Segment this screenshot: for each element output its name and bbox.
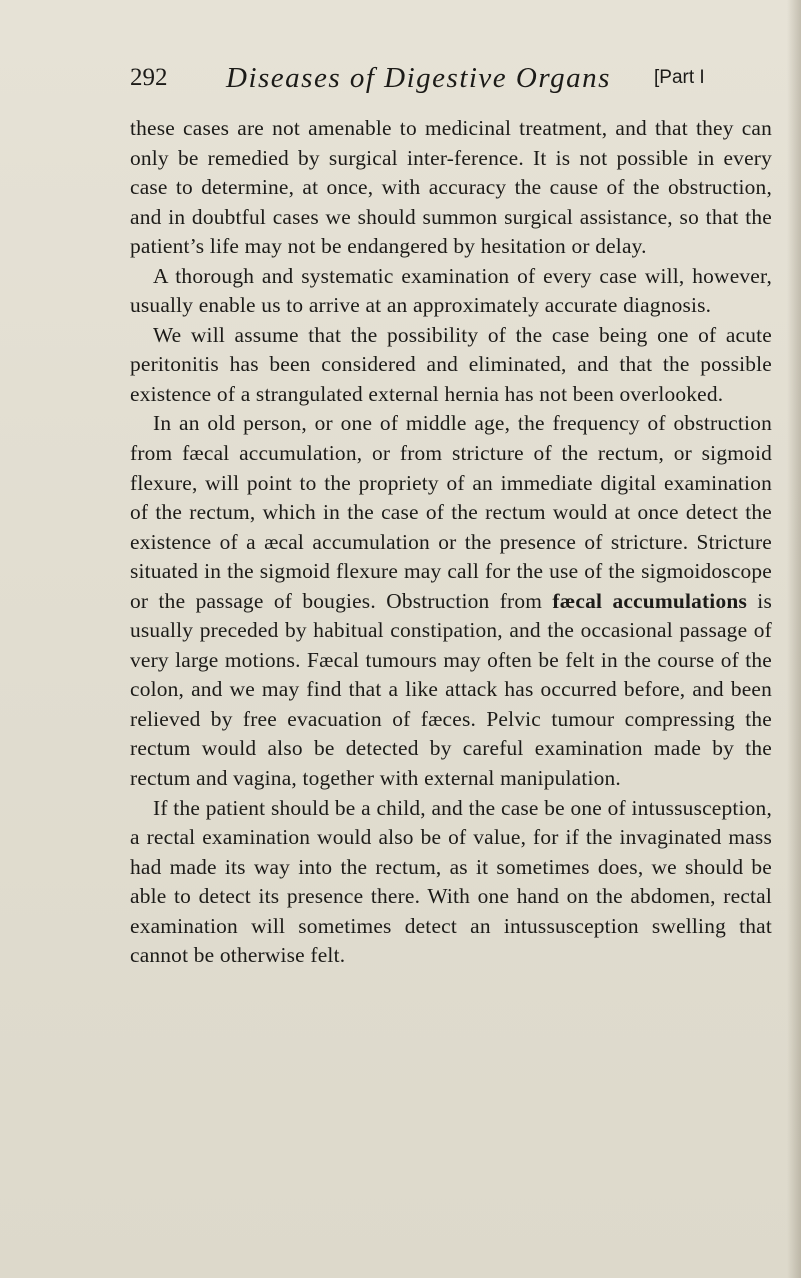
paragraph-3: We will assume that the possibility of the case being one of acute peritonitis has been considered and eliminated, and that the possible existence of a strangulated external hernia has not been overlooked. <box>130 322 772 406</box>
running-title: Diseases of Digestive Organs <box>226 62 611 94</box>
running-header <box>130 62 780 102</box>
section-reference: [Part I <box>654 67 705 88</box>
paragraph-4-bold-phrase: fæcal accumulations <box>552 588 747 613</box>
paragraph-5: If the patient should be a child, and the case be one of intussusception, a rectal examination would also be of value, for if the invaginated mass had made its way into the rectum, as it sometimes does, we should be able to detect its presence there. With one hand on the abdomen, rectal examination will sometimes detect an intussusception swelling that cannot be otherwise felt. <box>130 795 772 968</box>
paragraph-4-text-end: is usually preceded by habitual constipation, and the occasional passage of very large motions. Fæcal tumours may often be felt in the course of the colon, and we may find that a like attack has occurred before, and been relieved by free evacuation of fæces. Pelvic tumour compressing the rectum would also be detected by careful examination made by the rectum and vagina, together with external manipulation. <box>130 588 772 791</box>
body-text <box>130 114 772 971</box>
paragraph-4-text-start: In an old person, or one of middle age, the frequency of obstruction from fæcal accumulation, or from stricture of the rectum, or sigmoid flexure, will point to the propriety of an immediate digital examination of the rectum, which in the case of the rectum would at once detect the existence of a æcal accumulation or the presence of stricture. Stricture situated in the sigmoid flexure may call for the use of the sigmoidoscope or the passage of bougies. Obstruction from <box>130 411 772 613</box>
page-number: 292 <box>130 64 168 91</box>
paragraph-4 <box>130 409 772 793</box>
page-edge-shadow <box>787 0 801 1278</box>
paragraph-2: A thorough and systematic examination of every case will, however, usually enable us to arrive at an approximately accurate diagnosis. <box>130 263 772 318</box>
paragraph-1: these cases are not amenable to medicinal treatment, and that they can only be remedied by surgical inter-ference. It is not possible in every case to determine, at once, with accuracy the cause of the obstruction, and in doubtful cases we should summon surgical assistance, so that the patient’s life may not be endangered by hesitation or delay. <box>130 116 772 259</box>
